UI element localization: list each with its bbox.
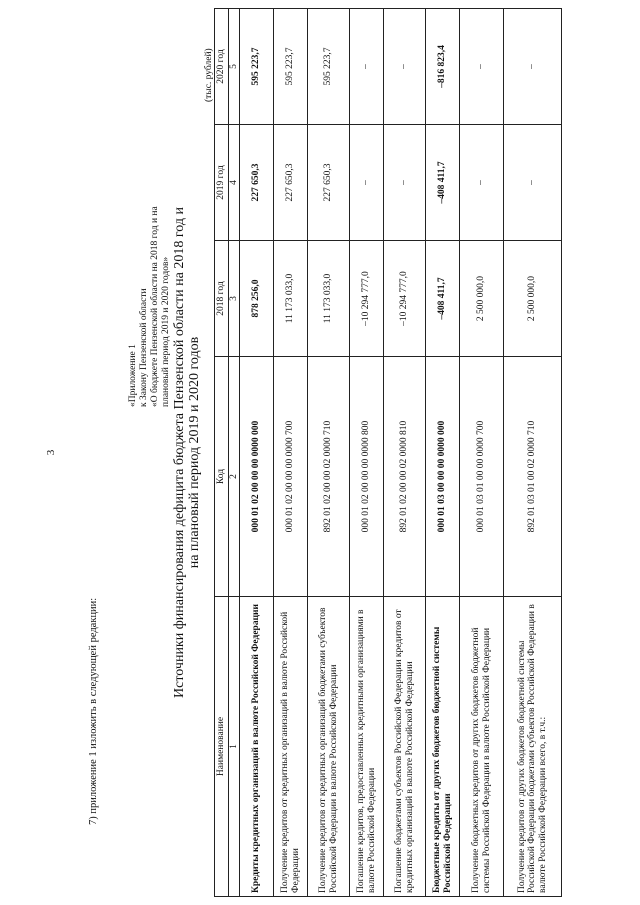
column-number: 4 bbox=[228, 125, 240, 241]
column-number: 3 bbox=[228, 241, 240, 357]
row-name: Погашение бюджетами субъектов Российской Федерации кредитов от кредитных организаций в валюте Российской Федерации bbox=[384, 597, 426, 897]
column-number: 1 bbox=[228, 597, 240, 897]
table-row bbox=[350, 9, 384, 897]
row-name: Получение кредитов от других бюджетов бюджетной системы Российской Федерации бюджетами субъектов Российской Федерации в валюте Российской Федерации всего, в т.ч.: bbox=[504, 597, 562, 897]
value-2019: – bbox=[350, 125, 384, 241]
appendix-line: к Закону Пензенской области bbox=[139, 288, 149, 407]
table-row bbox=[308, 9, 350, 897]
value-2018: –10 294 777,0 bbox=[384, 241, 426, 357]
appendix-line: плановый период 2019 и 2020 годов» bbox=[161, 256, 171, 407]
row-code: 000 01 02 00 00 00 0000 800 bbox=[350, 357, 384, 597]
title-line: на плановый период 2019 и 2020 годов bbox=[187, 336, 202, 569]
row-code: 892 01 03 01 00 02 0000 710 bbox=[504, 357, 562, 597]
appendix-header bbox=[128, 206, 172, 407]
table-row bbox=[504, 9, 562, 897]
value-2020: 595 223,7 bbox=[308, 9, 350, 125]
column-number: 5 bbox=[228, 9, 240, 125]
value-2019: 227 650,3 bbox=[274, 125, 308, 241]
appendix-line: «О бюджете Пензенской области на 2018 год и на bbox=[150, 206, 160, 407]
unit-label: (тыс. рублей) bbox=[204, 48, 214, 102]
value-2020: – bbox=[384, 9, 426, 125]
value-2018: 2 500 000,0 bbox=[504, 241, 562, 357]
table-header-row bbox=[215, 9, 229, 897]
column-number: 2 bbox=[228, 357, 240, 597]
row-code: 000 01 03 00 00 00 0000 000 bbox=[426, 357, 460, 597]
header-2019: 2019 год bbox=[215, 125, 229, 241]
value-2020: –816 823,4 bbox=[426, 9, 460, 125]
value-2018: 11 173 033,0 bbox=[308, 241, 350, 357]
header-2020: 2020 год bbox=[215, 9, 229, 125]
column-number-row bbox=[228, 9, 240, 897]
page-number: 3 bbox=[45, 449, 57, 456]
row-name: Получение кредитов от кредитных организаций в валюте Российской Федерации bbox=[274, 597, 308, 897]
value-2019: 227 650,3 bbox=[308, 125, 350, 241]
value-2019: – bbox=[504, 125, 562, 241]
table-row bbox=[274, 9, 308, 897]
value-2020: – bbox=[350, 9, 384, 125]
row-name: Получение кредитов от кредитных организаций бюджетами субъектов Российской Федерации в валюте Российской Федерации bbox=[308, 597, 350, 897]
amendment-paragraph: 7) приложение 1 изложить в следующей редакции: bbox=[88, 597, 99, 825]
row-name: Получение бюджетных кредитов от других бюджетов бюджетной системы Российской Федерации в валюте Российской Федерации bbox=[460, 597, 504, 897]
header-name: Наименование bbox=[215, 597, 229, 897]
value-2018: –408 411,7 bbox=[426, 241, 460, 357]
title-line: Источники финансирования дефицита бюджета Пензенской области на 2018 год и bbox=[172, 207, 187, 698]
table-row bbox=[384, 9, 426, 897]
row-name: Кредиты кредитных организаций в валюте Российской Федерации bbox=[240, 597, 274, 897]
value-2019: 227 650,3 bbox=[240, 125, 274, 241]
value-2018: 878 256,0 bbox=[240, 241, 274, 357]
row-code: 000 01 03 01 00 00 0000 700 bbox=[460, 357, 504, 597]
table-row bbox=[240, 9, 274, 897]
value-2019: – bbox=[460, 125, 504, 241]
row-name: Бюджетные кредиты от других бюджетов бюджетной системы Российской Федерации bbox=[426, 597, 460, 897]
table-row bbox=[460, 9, 504, 897]
financing-table bbox=[214, 8, 562, 897]
appendix-line: «Приложение 1 bbox=[128, 344, 138, 407]
value-2020: – bbox=[504, 9, 562, 125]
document-title bbox=[172, 0, 202, 905]
value-2020: 595 223,7 bbox=[240, 9, 274, 125]
value-2019: –408 411,7 bbox=[426, 125, 460, 241]
row-name: Погашение кредитов, предоставленных кредитными организациями в валюте Российской Федерации bbox=[350, 597, 384, 897]
table-row bbox=[426, 9, 460, 897]
row-code: 892 01 02 00 00 02 0000 710 bbox=[308, 357, 350, 597]
value-2020: 595 223,7 bbox=[274, 9, 308, 125]
header-code: Код bbox=[215, 357, 229, 597]
row-code: 000 01 02 00 00 00 0000 700 bbox=[274, 357, 308, 597]
header-2018: 2018 год bbox=[215, 241, 229, 357]
value-2018: –10 294 777,0 bbox=[350, 241, 384, 357]
value-2018: 2 500 000,0 bbox=[460, 241, 504, 357]
value-2020: – bbox=[460, 9, 504, 125]
value-2018: 11 173 033,0 bbox=[274, 241, 308, 357]
value-2019: – bbox=[384, 125, 426, 241]
row-code: 000 01 02 00 00 00 0000 000 bbox=[240, 357, 274, 597]
row-code: 892 01 02 00 00 02 0000 810 bbox=[384, 357, 426, 597]
